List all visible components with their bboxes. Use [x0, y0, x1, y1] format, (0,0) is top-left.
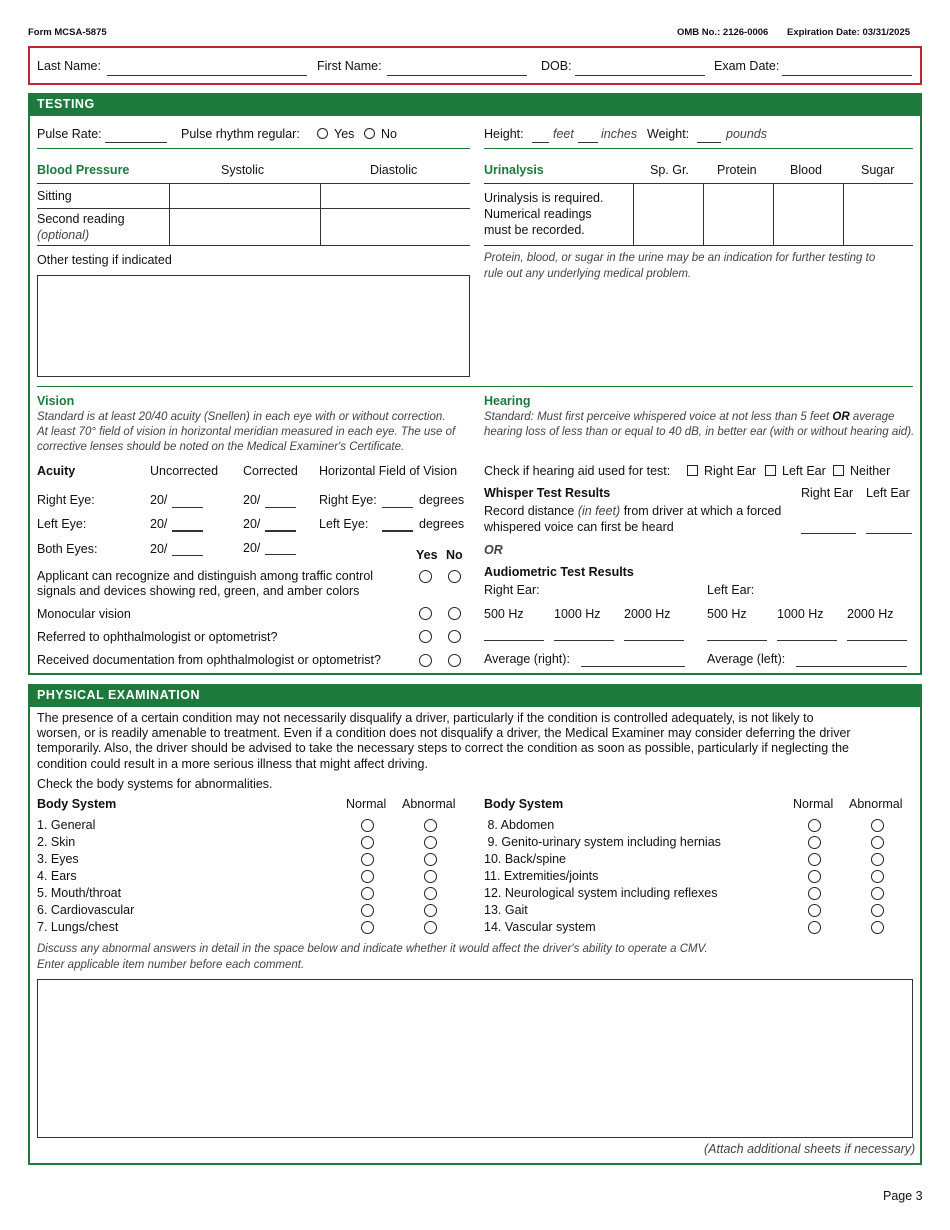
- monocular-vision-question: Monocular vision: [37, 607, 131, 621]
- avg-left-field[interactable]: [796, 666, 907, 667]
- last-name-label: Last Name:: [37, 59, 101, 73]
- divider: [484, 183, 913, 184]
- urinalysis-required-text: Urinalysis is required.: [484, 191, 604, 205]
- body-system-right-item-abnormal-radio[interactable]: [871, 819, 884, 832]
- body-system-left-item-label: 6. Cardiovascular: [37, 903, 135, 917]
- urinalysis-sugar-field[interactable]: [845, 185, 912, 244]
- body-system-right-item-abnormal-radio[interactable]: [871, 887, 884, 900]
- body-system-right-item-abnormal-radio[interactable]: [871, 836, 884, 849]
- expiration-date: Expiration Date: 03/31/2025: [787, 27, 911, 38]
- body-system-right-item-label: 10. Back/spine: [484, 852, 566, 866]
- whisper-right-ear-header: Right Ear: [801, 486, 854, 500]
- hearing-standard: hearing loss of less than or equal to 40 dB, in better ear (with or without hearing aid).: [484, 426, 915, 438]
- body-system-right-item-label: 11. Extremities/joints: [484, 869, 599, 883]
- body-system-header-right: Body System: [484, 797, 564, 811]
- bp-second-reading-label: Second reading: [37, 212, 125, 226]
- monocular-yes-radio[interactable]: [419, 607, 432, 620]
- urinalysis-blood-field[interactable]: [775, 185, 842, 244]
- feet-unit: feet: [553, 127, 574, 141]
- whisper-right-ear-field[interactable]: [801, 533, 856, 534]
- hearing-standard-text: average: [852, 411, 895, 423]
- pulse-regular-no-radio[interactable]: [364, 128, 375, 139]
- divider: [633, 183, 634, 245]
- bp-title: Blood Pressure: [37, 163, 130, 177]
- body-system-left-item-normal-radio[interactable]: [361, 887, 374, 900]
- corrected-header: Corrected: [243, 464, 298, 478]
- weight-label: Weight:: [647, 127, 690, 141]
- pulse-no-label: No: [381, 127, 397, 141]
- identity-box: [28, 46, 922, 85]
- body-system-right-item-abnormal-radio[interactable]: [871, 921, 884, 934]
- left-eye-uncorrected-field[interactable]: [172, 530, 203, 532]
- whisper-instruction-text: Record distance: [484, 504, 575, 518]
- pulse-yes-label: Yes: [334, 127, 355, 141]
- uncorrected-header: Uncorrected: [150, 464, 219, 478]
- discuss-instruction: Discuss any abnormal answers in detail in the space below and indicate whether it would affect the driver's ability to operate a CMV.: [37, 943, 708, 955]
- dob-field[interactable]: [575, 75, 705, 76]
- audio-right-ear-label: Right Ear:: [484, 583, 540, 597]
- hearing-aid-label: Check if hearing aid used for test:: [484, 464, 671, 478]
- body-system-right-item-abnormal-radio[interactable]: [871, 904, 884, 917]
- urinalysis-spgr-field[interactable]: [635, 185, 702, 244]
- attach-note: (Attach additional sheets if necessary): [704, 1142, 916, 1156]
- vision-yes-header: Yes: [416, 548, 438, 562]
- divider: [37, 245, 470, 246]
- left-eye-hfov-label: Left Eye:: [319, 517, 369, 531]
- body-system-left-item-normal-radio[interactable]: [361, 819, 374, 832]
- bp-sitting-label: Sitting: [37, 189, 72, 203]
- documentation-no-radio[interactable]: [448, 654, 461, 667]
- physical-intro: The presence of a certain condition may not necessarily disqualify a driver, particularly if the condition is controlled adequately, is not likely to: [37, 711, 814, 725]
- body-system-left-item-normal-radio[interactable]: [361, 921, 374, 934]
- page-number: Page 3: [883, 1189, 923, 1203]
- divider: [484, 245, 913, 246]
- hearing-aid-left-label: Left Ear: [782, 464, 826, 478]
- body-system-left-item-label: 3. Eyes: [37, 852, 79, 866]
- right-eye-corrected-prefix: 20/: [243, 493, 261, 507]
- hearing-aid-neither-label: Neither: [850, 464, 891, 478]
- body-system-right-item-normal-radio[interactable]: [808, 870, 821, 883]
- vision-standard: corrective lenses should be noted on the Medical Examiner's Certificate.: [37, 441, 405, 453]
- body-system-left-item-abnormal-radio[interactable]: [424, 887, 437, 900]
- body-system-left-item-abnormal-radio[interactable]: [424, 819, 437, 832]
- documentation-question: Received documentation from ophthalmologist or optometrist?: [37, 653, 381, 667]
- referred-question: Referred to ophthalmologist or optometrist?: [37, 630, 278, 644]
- dob-label: DOB:: [541, 59, 572, 73]
- audio-left-ear-label: Left Ear:: [707, 583, 755, 597]
- other-testing-textarea[interactable]: [37, 275, 470, 377]
- divider: [843, 183, 844, 245]
- urinalysis-required-text: Numerical readings: [484, 207, 592, 221]
- bp-sitting-diastolic-field[interactable]: [322, 185, 469, 207]
- bp-optional-label: (optional): [37, 228, 90, 242]
- physical-intro: worsen, or is readily amenable to treatment. Even if a condition does not disqualify a driver, the Medical Examiner may consider deferring the driver: [37, 726, 851, 740]
- hearing-aid-left-checkbox[interactable]: [765, 465, 776, 476]
- bp-diastolic-header: Diastolic: [370, 163, 418, 177]
- abnormal-details-textarea[interactable]: [37, 979, 913, 1138]
- urinalysis-col-spgr: Sp. Gr.: [650, 163, 689, 177]
- form-id: Form MCSA-5875: [28, 27, 107, 38]
- body-system-right-item-normal-radio[interactable]: [808, 836, 821, 849]
- weight-field[interactable]: [697, 142, 721, 143]
- audio-right-1000hz: 1000 Hz: [554, 607, 601, 621]
- bp-second-diastolic-field[interactable]: [322, 210, 469, 244]
- urinalysis-required-text: must be recorded.: [484, 223, 585, 237]
- body-system-header-left: Body System: [37, 797, 117, 811]
- audio-left-2000-field[interactable]: [847, 640, 907, 641]
- both-eyes-corrected-prefix: 20/: [243, 541, 261, 555]
- monocular-no-radio[interactable]: [448, 607, 461, 620]
- first-name-field[interactable]: [387, 75, 527, 76]
- right-eye-degrees: degrees: [419, 493, 465, 507]
- whisper-title: Whisper Test Results: [484, 486, 611, 500]
- audio-right-2000-field[interactable]: [624, 640, 684, 641]
- hearing-aid-neither-checkbox[interactable]: [833, 465, 844, 476]
- color-vision-question: signals and devices showing red, green, and amber colors: [37, 584, 360, 598]
- both-eyes-label: Both Eyes:: [37, 542, 98, 556]
- physical-intro: temporarily. Also, the driver should be advised to take the necessary steps to correct the condition as soon as possible, particularly if neglecting the: [37, 741, 850, 755]
- omb-number: OMB No.: 2126-0006: [677, 27, 769, 38]
- referred-no-radio[interactable]: [448, 630, 461, 643]
- pulse-regular-yes-radio[interactable]: [317, 128, 328, 139]
- audio-left-2000hz: 2000 Hz: [847, 607, 894, 621]
- audio-right-1000-field[interactable]: [554, 640, 614, 641]
- referred-yes-radio[interactable]: [419, 630, 432, 643]
- documentation-yes-radio[interactable]: [419, 654, 432, 667]
- body-system-right-item-normal-radio[interactable]: [808, 853, 821, 866]
- height-inches-field[interactable]: [578, 142, 598, 143]
- divider: [37, 208, 470, 209]
- left-eye-uncorrected-prefix: 20/: [150, 517, 168, 531]
- body-system-left-item-normal-radio[interactable]: [361, 904, 374, 917]
- whisper-instruction-unit: (in feet): [577, 504, 621, 518]
- abnormal-header-right: Abnormal: [849, 797, 903, 811]
- exam-date-field[interactable]: [782, 75, 912, 76]
- body-system-left-item-normal-radio[interactable]: [361, 853, 374, 866]
- color-vision-yes-radio[interactable]: [419, 570, 432, 583]
- exam-date-label: Exam Date:: [714, 59, 780, 73]
- urinalysis-col-protein: Protein: [717, 163, 757, 177]
- divider: [320, 183, 321, 245]
- normal-header-left: Normal: [346, 797, 387, 811]
- height-feet-field[interactable]: [532, 142, 549, 143]
- vision-standard: At least 70° field of vision in horizontal meridian measured in each eye. The use of: [37, 426, 456, 438]
- body-system-right-item-label: 9. Genito-urinary system including hernias: [484, 835, 721, 849]
- right-eye-uncorrected-field[interactable]: [172, 507, 203, 508]
- hearing-standard-or: OR: [832, 411, 850, 423]
- whisper-instruction: [484, 504, 781, 518]
- pounds-unit: pounds: [726, 127, 768, 141]
- hearing-standard-text: Standard: Must first perceive whispered voice at not less than 5 feet: [484, 411, 830, 423]
- divider: [703, 183, 704, 245]
- hearing-standard: [484, 411, 894, 423]
- avg-right-field[interactable]: [581, 666, 685, 667]
- whisper-instruction-text: from driver at which a forced: [623, 504, 782, 518]
- body-system-right-item-normal-radio[interactable]: [808, 887, 821, 900]
- body-system-left-item-normal-radio[interactable]: [361, 836, 374, 849]
- hfov-header: Horizontal Field of Vision: [319, 464, 458, 478]
- both-eyes-uncorrected-field[interactable]: [172, 555, 203, 556]
- physical-header: PHYSICAL EXAMINATION: [28, 685, 922, 707]
- normal-header-right: Normal: [793, 797, 834, 811]
- pulse-rhythm-label: Pulse rhythm regular:: [181, 127, 300, 141]
- hearing-or: OR: [484, 543, 503, 557]
- body-system-right-item-label: 8. Abdomen: [484, 818, 555, 832]
- body-system-right-item-normal-radio[interactable]: [808, 904, 821, 917]
- right-eye-corrected-field[interactable]: [265, 507, 296, 508]
- color-vision-no-radio[interactable]: [448, 570, 461, 583]
- audio-left-500hz: 500 Hz: [707, 607, 747, 621]
- urinalysis-protein-field[interactable]: [705, 185, 772, 244]
- hearing-title: Hearing: [484, 394, 531, 408]
- hearing-aid-right-label: Right Ear: [704, 464, 757, 478]
- body-system-right-item-label: 14. Vascular system: [484, 920, 596, 934]
- body-system-left-item-label: 5. Mouth/throat: [37, 886, 122, 900]
- body-system-left-item-abnormal-radio[interactable]: [424, 904, 437, 917]
- pulse-rate-field[interactable]: [105, 142, 167, 143]
- first-name-label: First Name:: [317, 59, 382, 73]
- bp-systolic-header: Systolic: [221, 163, 265, 177]
- height-label: Height:: [484, 127, 524, 141]
- urinalysis-note: Protein, blood, or sugar in the urine may be an indication for further testing to: [484, 252, 876, 264]
- whisper-left-ear-field[interactable]: [866, 533, 912, 534]
- divider: [37, 386, 913, 387]
- body-system-left-item-abnormal-radio[interactable]: [424, 836, 437, 849]
- other-testing-label: Other testing if indicated: [37, 253, 172, 267]
- divider: [37, 183, 470, 184]
- right-eye-label: Right Eye:: [37, 493, 95, 507]
- body-system-left-item-label: 4. Ears: [37, 869, 77, 883]
- both-eyes-uncorrected-prefix: 20/: [150, 542, 168, 556]
- whisper-left-ear-header: Left Ear: [866, 486, 910, 500]
- abnormal-header-left: Abnormal: [402, 797, 456, 811]
- body-system-right-item-abnormal-radio[interactable]: [871, 853, 884, 866]
- audio-right-2000hz: 2000 Hz: [624, 607, 671, 621]
- both-eyes-corrected-field[interactable]: [265, 554, 296, 555]
- body-system-right-item-normal-radio[interactable]: [808, 819, 821, 832]
- right-eye-uncorrected-prefix: 20/: [150, 493, 168, 507]
- audiometric-title: Audiometric Test Results: [484, 565, 634, 579]
- body-system-right-item-abnormal-radio[interactable]: [871, 870, 884, 883]
- avg-left-label: Average (left):: [707, 652, 786, 666]
- vision-title: Vision: [37, 394, 75, 408]
- audio-right-500-field[interactable]: [484, 640, 544, 641]
- urinalysis-title: Urinalysis: [484, 163, 544, 177]
- left-eye-corrected-prefix: 20/: [243, 517, 261, 531]
- right-eye-hfov-label: Right Eye:: [319, 493, 377, 507]
- right-eye-hfov-field[interactable]: [382, 507, 413, 508]
- divider: [37, 148, 470, 149]
- audio-left-1000hz: 1000 Hz: [777, 607, 824, 621]
- left-eye-corrected-field[interactable]: [265, 530, 296, 532]
- urinalysis-col-sugar: Sugar: [861, 163, 895, 177]
- audio-right-500hz: 500 Hz: [484, 607, 524, 621]
- urinalysis-note: rule out any underlying medical problem.: [484, 268, 692, 280]
- body-system-left-item-abnormal-radio[interactable]: [424, 870, 437, 883]
- inches-unit: inches: [601, 127, 638, 141]
- divider: [773, 183, 774, 245]
- body-system-left-item-label: 7. Lungs/chest: [37, 920, 119, 934]
- bp-sitting-systolic-field[interactable]: [171, 185, 318, 207]
- vision-no-header: No: [446, 548, 463, 562]
- body-system-left-item-label: 2. Skin: [37, 835, 76, 849]
- body-system-left-item-normal-radio[interactable]: [361, 870, 374, 883]
- divider: [169, 183, 170, 245]
- hearing-aid-right-checkbox[interactable]: [687, 465, 698, 476]
- body-system-right-item-label: 13. Gait: [484, 903, 528, 917]
- vision-standard: Standard is at least 20/40 acuity (Snellen) in each eye with or without correction.: [37, 411, 446, 423]
- body-system-right-item-label: 12. Neurological system including reflexes: [484, 886, 718, 900]
- left-eye-label: Left Eye:: [37, 517, 87, 531]
- check-body-systems-label: Check the body systems for abnormalities.: [37, 777, 273, 791]
- color-vision-question: Applicant can recognize and distinguish among traffic control: [37, 569, 374, 583]
- acuity-header: Acuity: [37, 464, 76, 478]
- body-system-left-item-label: 1. General: [37, 818, 96, 832]
- divider: [484, 148, 913, 149]
- audio-left-500-field[interactable]: [707, 640, 767, 641]
- body-system-left-item-abnormal-radio[interactable]: [424, 853, 437, 866]
- testing-header: TESTING: [28, 94, 922, 116]
- audio-left-1000-field[interactable]: [777, 640, 837, 641]
- discuss-instruction: Enter applicable item number before each comment.: [37, 959, 305, 971]
- body-system-right-item-normal-radio[interactable]: [808, 921, 821, 934]
- whisper-instruction: whispered voice can first be heard: [484, 520, 674, 534]
- physical-intro: condition could result in a more serious illness that might affect driving.: [37, 757, 428, 771]
- left-eye-degrees: degrees: [419, 517, 465, 531]
- avg-right-label: Average (right):: [484, 652, 570, 666]
- left-eye-hfov-field[interactable]: [382, 530, 413, 532]
- urinalysis-col-blood: Blood: [790, 163, 822, 177]
- bp-second-systolic-field[interactable]: [171, 210, 318, 244]
- pulse-rate-label: Pulse Rate:: [37, 127, 102, 141]
- last-name-field[interactable]: [107, 75, 307, 76]
- body-system-left-item-abnormal-radio[interactable]: [424, 921, 437, 934]
